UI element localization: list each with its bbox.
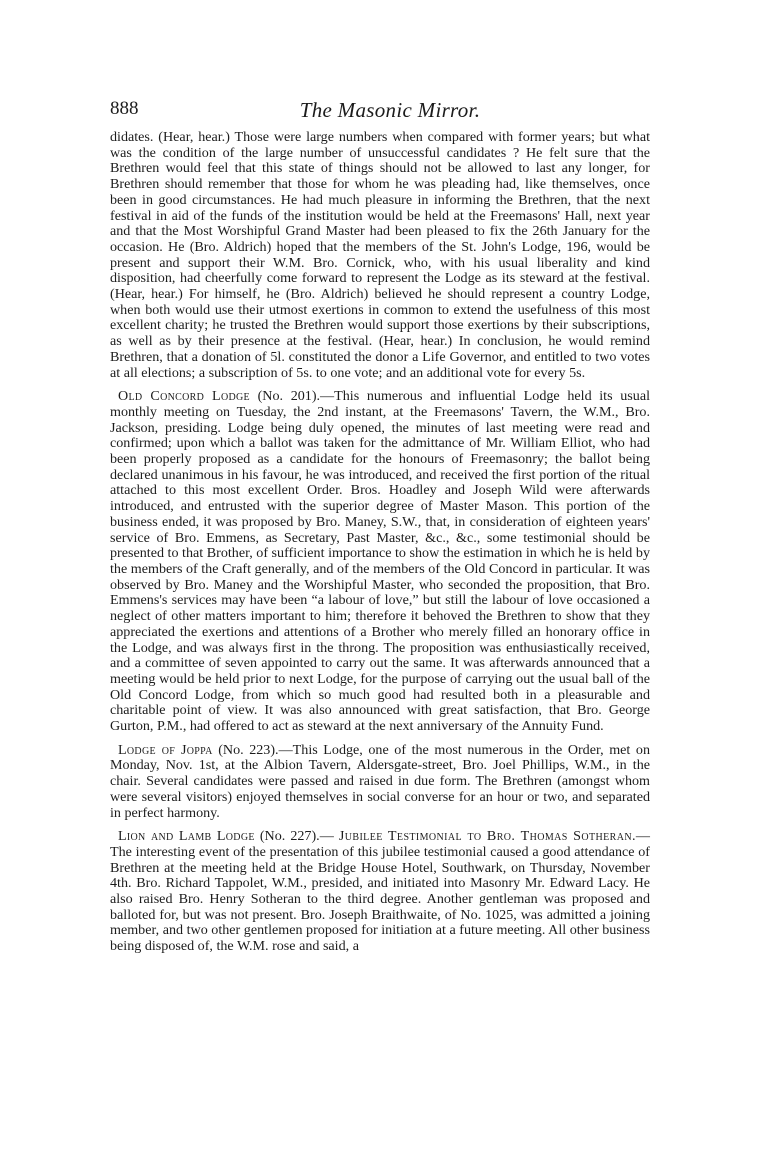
page-number: 888 — [110, 98, 139, 119]
paragraph-aldrich-speech — [110, 130, 650, 381]
running-title: The Masonic Mirror. — [299, 98, 481, 122]
paragraph-text: —The interesting event of the presentation of this jubilee testimonial caused a good attendance of Brethren at the meeting held at the Bridge House Hotel, Southwark, on Thursday, November 4th. Bro. Richard Tappolet, W.M., presided, and initiated into Masonry Mr. Edward Lacy. He also raised Bro. Henry Sotheran to the third degree. Another gentleman was proposed and balloted for, but was not present. Bro. Joseph Braithwaite, of No. 1025, was admitted a joining member, and two other gentlemen proposed for initiation at a future meeting. All other business being disposed of, the W.M. rose and said, a — [110, 828, 651, 955]
text-column — [110, 130, 650, 963]
lodge-name: Old Concord Lodge — [118, 388, 250, 405]
page-header — [110, 98, 670, 126]
paragraph-text: (No. 201).—This numerous and influential Lodge held its usual monthly meeting on Tuesday, the 2nd instant, at the Freemasons' Tavern, the W.M., Bro. Jackson, presiding. Lodge being duly opened, the minutes of last meeting were read and confirmed; upon which a ballot was taken for the admittance of Mr. William Elliot, who had been properly proposed as a candidate for the honours of Freemasonry; the ballot being declared unanimous in his favour, he was introduced, and received the first portion of the ritual attached to this most excellent Order. Bros. Hoadley and Joseph Wild were afterwards introduced, and entrusted with the superior degree of Master Mason. This portion of the business ended, it was proposed by Bro. Maney, S.W., that, in consideration of eighteen years' service of Bro. Emmens, as Secretary, Past Master, &c., &c., some testimonial should be presented to that Brother, of sufficient importance to show the estimation in which he is held by the members of the Craft generally, and of the members of the Old Concord in particular. It was observed by Bro. Maney and the Worshipful Master, who seconded the proposition, that Bro. Emmens's services may have been “a labour of love,” but still the labour of love occasioned a neglect of other matters important to him; therefore it behoved the Brethren to show that they appreciated the exertions and attentions of a Brother who merely filled an honorary office in the Lodge, and was always first in the throng. The proposition was enthusiastically received, and a committee of seven appointed to carry out the same. It was afterwards announced that a meeting would be held prior to next Lodge, for the purpose of carrying out the usual ball of the Old Concord Lodge, from which so much good had resulted both in a pleasurable and charitable point of view. It was also announced with great satisfaction, that Bro. George Gurton, P.M., had offered to act as steward at the next anniversary of the Annuity Fund. — [110, 388, 650, 735]
paragraph-text: (No. 223).—This Lodge, one of the most numerous in the Order, met on Monday, Nov. 1st, at the Albion Tavern, Aldersgate-street, Bro. Joel Phillips, W.M., in the chair. Several candidates were passed and raised in due form. The Brethren (amongst whom were several visitors) enjoyed themselves in social converse for an hour or two, and separated in perfect harmony. — [110, 741, 650, 821]
paragraph-old-concord-lodge — [110, 389, 650, 734]
section-heading: Jubilee Testimonial to Bro. Thomas Sotheran. — [338, 828, 636, 845]
lodge-name: Lion and Lamb Lodge — [118, 828, 255, 845]
lodge-number: (No. 227).— — [254, 828, 339, 845]
paragraph-lodge-of-joppa — [110, 743, 650, 822]
paragraph-text: didates. (Hear, hear.) Those were large numbers when compared with former years; but what was the condition of the large number of unsuccessful candidates ? He felt sure that the Brethren would feel that this state of things should not be allowed to last any longer, for Brethren should remember that those for whom he was pleading had, like themselves, once been in good circumstances. He had much pleasure in informing the Brethren, that the next festival in aid of the funds of the institution would be held at the Freemasons' Hall, next year and that the Most Worshipful Grand Master had been pleased to fix the 26th January for the occasion. He (Bro. Aldrich) hoped that the members of the St. John's Lodge, 196, would be present and support their W.M. Bro. Cornick, who, with his usual liberality and kind disposition, had cheerfully come forward to represent the Lodge as its steward at the festival. (Hear, hear.) For himself, he (Bro. Aldrich) believed he should represent a country Lodge, when both would use their utmost exertions in common to extend the usefulness of this most excellent charity; he trusted the Brethren would support those exertions by their subscriptions, as well as by their presence at the festival. (Hear, hear.) In conclusion, he would remind Brethren, that a donation of 5l. constituted the donor a Life Governor, and entitled to two votes at all elections; a subscription of 5s. to one vote; and an additional vote for every 5s. — [110, 129, 650, 381]
paragraph-lion-and-lamb-lodge — [110, 829, 650, 955]
lodge-name: Lodge of Joppa — [118, 741, 213, 758]
